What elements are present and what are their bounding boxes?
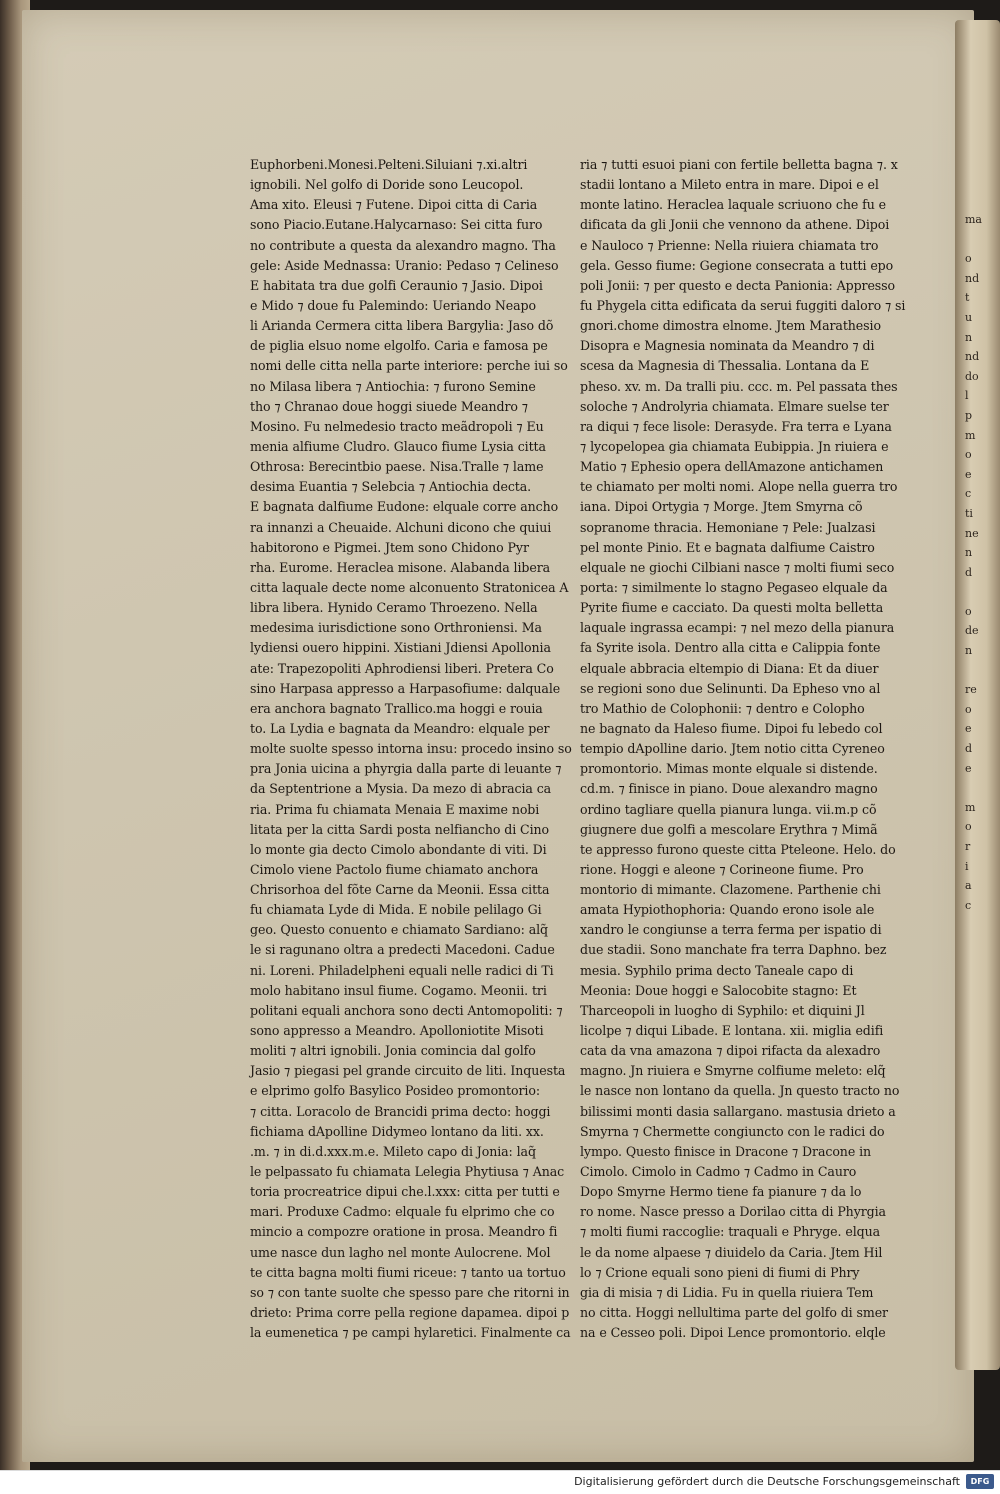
text-line: t <box>965 291 970 305</box>
text-line: no citta. Hoggi nellultima parte del golfo di smer <box>580 1305 888 1321</box>
text-line: habitorono e Pigmei. Jtem sono Chidono Pyr <box>250 539 529 555</box>
text-line: menia alfiume Cludro. Glauco fiume Lysia citta <box>250 438 546 454</box>
text-line: re <box>965 683 977 697</box>
text-line: giugnere due golfi a mescolare Erythra ⁊ Mimã <box>580 821 878 837</box>
text-line: iana. Dipoi Ortygia ⁊ Morge. Jtem Smyrna cõ <box>580 499 863 515</box>
text-line: d <box>965 565 973 579</box>
text-line: ni. Loreni. Philadelpheni equali nelle radici di Ti <box>250 962 554 978</box>
text-line: n <box>965 330 973 344</box>
text-line: te appresso furono queste citta Pteleone. Helo. do <box>580 841 896 857</box>
text-line: poli Jonii: ⁊ per questo e decta Panionia: Appresso <box>580 277 896 293</box>
text-line: litata per la citta Sardi posta nelfiancho di Cino <box>250 821 550 837</box>
text-line: le si ragunano oltra a predecti Macedoni. Cadue <box>250 942 555 958</box>
text-line: lympo. Questo finisce in Dracone ⁊ Dracone in <box>580 1143 872 1159</box>
text-line: montorio di mimante. Clazomene. Parthenie chi <box>580 882 881 898</box>
text-line: rha. Eurome. Heraclea misone. Alabanda libera <box>250 559 551 575</box>
text-line: gela. Gesso fiume: Gegione consecrata a tutti epo <box>580 257 894 273</box>
text-line: de <box>965 624 979 638</box>
text-line: soloche ⁊ Androlyria chiamata. Elmare suelse ter <box>580 398 889 414</box>
text-line: .m. ⁊ in di.d.xxx.m.e. Mileto capo di Jonia: laq̃ <box>250 1143 536 1159</box>
text-line: n <box>965 644 973 658</box>
text-line: molte suolte spesso intorna insu: procedo insino so <box>250 741 572 757</box>
text-line <box>965 582 1000 602</box>
text-line: desima Euantia ⁊ Selebcia ⁊ Antiochia decta. <box>250 479 532 495</box>
text-line: e elprimo golfo Basylico Posideo promontorio: <box>250 1083 540 1099</box>
text-line: ne bagnato da Haleso fiume. Dipoi fu lebedo col <box>580 720 883 736</box>
text-line: drieto: Prima corre pella regione dapamea. dipoi p <box>250 1305 570 1321</box>
text-line: la eumenetica ⁊ pe campi hylaretici. Finalmente ca <box>250 1325 571 1341</box>
text-line: Cimolo. Cimolo in Cadmo ⁊ Cadmo in Cauro <box>580 1164 857 1180</box>
text-line: stadii lontano a Mileto entra in mare. Dipoi e el <box>580 177 879 193</box>
text-line: fu chiamata Lyde di Mida. E nobile pelilago Gi <box>250 902 542 918</box>
text-line: cata da vna amazona ⁊ dipoi rifacta da alexadro <box>580 1043 881 1059</box>
text-line: Meonia: Doue hoggi e Salocobite stagno: Et <box>580 982 857 998</box>
text-line: monte latino. Heraclea laquale scriuono che fu e <box>580 197 886 213</box>
text-line: nomi delle citta nella parte interiore: perche iui so <box>250 358 568 374</box>
text-line: do <box>965 369 979 383</box>
text-line: scesa da Magnesia di Thessalia. Lontana da E <box>580 358 870 374</box>
text-line <box>965 661 1000 681</box>
text-line: elquale abbracia eltempio di Diana: Et da diuer <box>580 660 879 676</box>
text-line: era anchora bagnato Trallico.ma hoggi e rouia <box>250 700 543 716</box>
text-line: ro nome. Nasce presso a Dorilao citta di Phyrgia <box>580 1204 886 1220</box>
text-line: fa Syrite isola. Dentro alla citta e Calippia fonte <box>580 640 881 656</box>
text-line: no contribute a questa da alexandro magno. Tha <box>250 237 556 253</box>
text-line: cd.m. ⁊ finisce in piano. Doue alexandro magno <box>580 781 878 797</box>
text-line: Cimolo viene Pactolo fiume chiamato anchora <box>250 861 539 877</box>
text-line: Jasio ⁊ piegasi pel grande circuito de liti. Inquesta <box>250 1063 566 1079</box>
funding-credit: Digitalisierung gefördert durch die Deutsche Forschungsgemeinschaft <box>574 1475 960 1488</box>
text-line: a <box>965 879 972 893</box>
text-line: Pyrite fiume e cacciato. Da questi molta belletta <box>580 600 884 616</box>
text-line: m <box>965 428 976 442</box>
facing-page-text-fragment <box>965 210 1000 1370</box>
text-line: e Mido ⁊ doue fu Palemindo: Ueriando Neapo <box>250 297 536 313</box>
text-line: ria ⁊ tutti esuoi piani con fertile belletta bagna ⁊. x <box>580 157 898 172</box>
text-line: laquale ingrassa ecampi: ⁊ nel mezo della pianura <box>580 620 895 636</box>
text-line: ⁊ molti fiumi raccoglie: traquali e Phryge. elqua <box>580 1224 881 1240</box>
text-line: sino Harpasa appresso a Harpasofiume: dalquale <box>250 680 561 696</box>
text-line: Mosino. Fu nelmedesio tracto meãdropoli ⁊ Eu <box>250 418 544 434</box>
text-line: ne <box>965 526 979 540</box>
text-line: c <box>965 487 972 501</box>
text-line: i <box>965 859 969 873</box>
text-line: licolpe ⁊ diqui Libade. E lontana. xii. miglia edifi <box>580 1023 884 1039</box>
text-line: gia di misia ⁊ di Lidia. Fu in quella riuiera Tem <box>580 1284 874 1300</box>
text-line <box>965 230 1000 250</box>
text-line: c <box>965 898 972 912</box>
text-line: tempio dApolline dario. Jtem notio citta Cyreneo <box>580 741 885 757</box>
text-line: o <box>965 604 972 618</box>
text-line: fu Phygela citta edificata da serui fuggiti daloro ⁊ si <box>580 297 906 313</box>
text-line: ⁊ citta. Loracolo de Brancidi prima decto: hoggi <box>250 1103 551 1119</box>
text-line: molo habitano insul fiume. Cogamo. Meonii. tri <box>250 982 547 998</box>
text-line: m <box>965 800 976 814</box>
text-line: E habitata tra due golfi Ceraunio ⁊ Jasio. Dipoi <box>250 277 543 293</box>
text-line: toria procreatrice dipui che.l.xxx: citta per tutti e <box>250 1184 560 1200</box>
text-line: le pelpassato fu chiamata Lelegia Phytiusa ⁊ Anac <box>250 1164 565 1180</box>
dfg-logo: DFG <box>966 1474 994 1489</box>
text-line: Matio ⁊ Ephesio opera dellAmazone antichamen <box>580 459 884 475</box>
text-line: fichiama dApolline Didymeo lontano da liti. xx. <box>250 1123 544 1139</box>
text-line: mesia. Syphilo prima decto Taneale capo di <box>580 962 854 978</box>
text-line: sono appresso a Meandro. Apolloniotite Misoti <box>250 1023 544 1039</box>
text-line: pheso. xv. m. Da tralli piu. ccc. m. Pel passata thes <box>580 378 898 394</box>
text-line: Disopra e Magnesia nominata da Meandro ⁊ di <box>580 338 875 354</box>
text-line: libra libera. Hynido Ceramo Throezeno. Nella <box>250 600 538 616</box>
text-line: ume nasce dun lagho nel monte Aulocrene. Mol <box>250 1244 551 1260</box>
text-line: lydiensi ouero hippini. Xistiani Jdiensi Apollonia <box>250 640 551 656</box>
text-line: no Milasa libera ⁊ Antiochia: ⁊ furono Semine <box>250 378 536 394</box>
text-line: Ama xito. Eleusi ⁊ Futene. Dipoi citta di Caria <box>250 197 538 213</box>
text-line: e Nauloco ⁊ Prienne: Nella riuiera chiamata tro <box>580 237 879 253</box>
text-line: porta: ⁊ similmente lo stagno Pegaseo elquale da <box>580 579 888 595</box>
text-line: o <box>965 702 972 716</box>
text-line: te citta bagna molti fiumi riceue: ⁊ tanto ua tortuo <box>250 1264 566 1280</box>
text-line: ti <box>965 506 973 520</box>
text-line: xandro le congiunse a terra ferma per ispatio di <box>580 922 882 938</box>
text-line: o <box>965 252 972 266</box>
text-line: p <box>965 408 973 422</box>
text-line: o <box>965 820 972 834</box>
text-line: moliti ⁊ altri ignobili. Jonia comincia dal golfo <box>250 1043 536 1059</box>
text-line: bilissimi monti dasia sallargano. mastusia drieto a <box>580 1103 896 1119</box>
text-line: Euphorbeni.Monesi.Pelteni.Siluiani ⁊.xi.altri <box>250 157 528 172</box>
text-line: e <box>965 467 972 481</box>
text-line: e <box>965 761 972 775</box>
text-line: magno. Jn riuiera e Smyrne colfiume meleto: elq̃ <box>580 1063 886 1079</box>
text-line: sono Piacio.Eutane.Halycarnaso: Sei citta furo <box>250 217 543 233</box>
text-line: da Septentrione a Mysia. Da mezo di abracia ca <box>250 781 552 797</box>
text-line: lo ⁊ Crione equali sono pieni di fiumi di Phry <box>580 1264 860 1280</box>
text-line: mincio a compozre oratione in prosa. Meandro fi <box>250 1224 558 1240</box>
text-line: r <box>965 840 971 853</box>
text-line: pel monte Pinio. Et e bagnata dalfiume Caistro <box>580 539 875 555</box>
digitization-footer <box>0 1470 1000 1494</box>
text-line: tho ⁊ Chranao doue hoggi siuede Meandro ⁊ <box>250 398 528 414</box>
text-line: ria. Prima fu chiamata Menaia E maxime nobi <box>250 801 540 817</box>
text-line: elquale ne giochi Cilbiani nasce ⁊ molti fiumi seco <box>580 559 895 575</box>
text-line: ra diqui ⁊ fece lisole: Derasyde. Fra terra e Lyana <box>580 418 892 434</box>
text-line: ⁊ lycopelopea gia chiamata Eubippia. Jn riuiera e <box>580 438 889 454</box>
text-line: citta laquale decte nome alconuento Stratonicea A <box>250 579 569 595</box>
text-line: dificata da gli Jonii che vennono da athene. Dipoi <box>580 217 890 233</box>
text-line: de piglia elsuo nome elgolfo. Caria e famosa pe <box>250 338 548 354</box>
text-line: ordino tagliare quella pianura lunga. vii.m.p cõ <box>580 801 877 817</box>
text-line: l <box>965 389 969 403</box>
text-line: lo monte gia decto Cimolo abondante di viti. Di <box>250 841 547 857</box>
text-line: ra innanzi a Cheuaide. Alchuni dicono che quiui <box>250 519 552 535</box>
text-line: Dopo Smyrne Hermo tiene fa pianure ⁊ da lo <box>580 1184 862 1200</box>
text-line: so ⁊ con tante suolte che spesso pare che ritorni in <box>250 1284 570 1300</box>
text-line: nd <box>965 271 980 285</box>
text-line <box>965 778 1000 798</box>
text-line: Tharceopoli in luogho di Syphilo: et diquini Jl <box>580 1002 865 1018</box>
text-line: due stadii. Sono manchate fra terra Daphno. bez <box>580 942 887 958</box>
text-line: E bagnata dalfiume Eudone: elquale corre ancho <box>250 499 559 515</box>
text-line: gnori.chome dimostra elnome. Jtem Marathesio <box>580 318 881 334</box>
text-line: pra Jonia uicina a phyrgia dalla parte di leuante ⁊ <box>250 761 562 777</box>
text-line: Othrosa: Berecintbio paese. Nisa.Tralle ⁊ lame <box>250 459 544 475</box>
text-line: le da nome alpaese ⁊ diuidelo da Caria. Jtem Hil <box>580 1244 883 1260</box>
text-line: Smyrna ⁊ Chermette congiuncto con le radici do <box>580 1123 885 1139</box>
text-line: e <box>965 722 972 736</box>
text-line: promontorio. Mimas monte elquale si distende. <box>580 761 878 777</box>
text-column-right <box>580 155 906 1343</box>
text-line: gele: Aside Mednassa: Uranio: Pedaso ⁊ Celineso <box>250 257 559 273</box>
text-line: o <box>965 448 972 462</box>
text-line: te chiamato per molti nomi. Alope nella guerra tro <box>580 479 898 495</box>
text-line: u <box>965 310 973 324</box>
text-line: le nasce non lontano da quella. Jn questo tracto no <box>580 1083 900 1099</box>
text-line: mari. Produxe Cadmo: elquale fu elprimo che co <box>250 1204 555 1220</box>
text-line: medesima iurisdictione sono Orthroniensi. Ma <box>250 620 542 636</box>
text-line: sopranome thracia. Hemoniane ⁊ Pele: Jualzasi <box>580 519 876 535</box>
text-column-left <box>250 155 572 1343</box>
text-line: geo. Questo conuento e chiamato Sardiano: alq̃ <box>250 922 548 938</box>
text-line: n <box>965 546 973 560</box>
text-line: politani equali anchora sono decti Antomopoliti: ⁊ <box>250 1002 563 1018</box>
text-line: na e Cesseo poli. Dipoi Lence promontorio. elqle <box>580 1325 886 1341</box>
text-line: to. La Lydia e bagnata da Meandro: elquale per <box>250 720 550 736</box>
text-line: se regioni sono due Selinunti. Da Epheso vno al <box>580 680 881 696</box>
text-line: Chrisorhoa del fõte Carne da Meonii. Essa citta <box>250 882 550 898</box>
text-line: ignobili. Nel golfo di Doride sono Leucopol. <box>250 177 524 193</box>
text-line: amata Hypiothophoria: Quando erono isole ale <box>580 902 875 918</box>
text-line: d <box>965 742 973 756</box>
text-line: nd <box>965 350 980 364</box>
text-line: ma <box>965 213 982 226</box>
text-line: li Arianda Cermera citta libera Bargylia: Jaso dõ <box>250 318 554 334</box>
text-line: ate: Trapezopoliti Aphrodiensi liberi. Pretera Co <box>250 660 554 676</box>
text-line: rione. Hoggi e aleone ⁊ Corineone fiume. Pro <box>580 861 864 877</box>
text-line: tro Mathio de Colophonii: ⁊ dentro e Colopho <box>580 700 865 716</box>
